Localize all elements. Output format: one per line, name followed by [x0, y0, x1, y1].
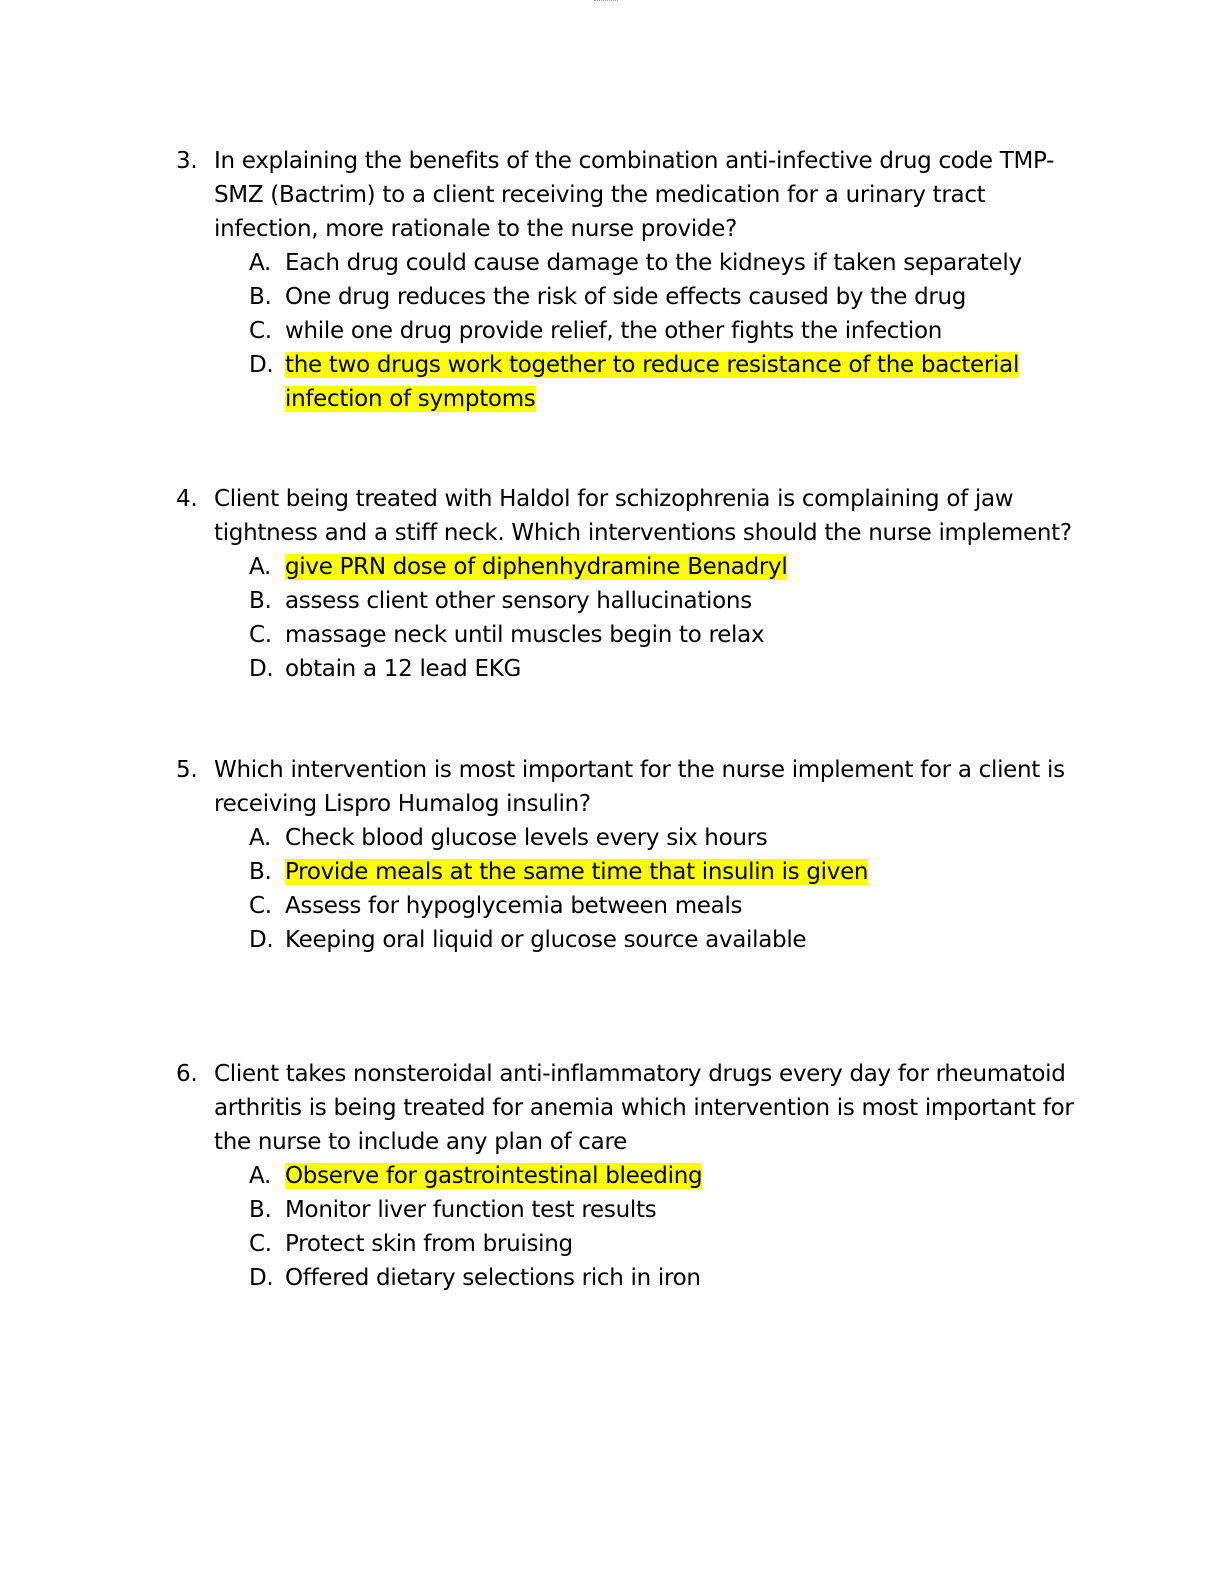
option-a	[176, 550, 1076, 584]
option-text: Provide meals at the same time that insulin is given	[285, 859, 869, 885]
option-letter: C.	[249, 893, 272, 919]
question-text: Client takes nonsteroidal anti-inflammatory drugs every day for rheumatoid arthritis is being treated for anemia which intervention is most important for the nurse to include any plan of care	[214, 1061, 1074, 1155]
option-text: Assess for hypoglycemia between meals	[285, 893, 743, 919]
option-c	[176, 618, 1076, 652]
option-d	[176, 652, 1076, 686]
option-d	[176, 923, 1076, 957]
option-c	[176, 1227, 1076, 1261]
option-a	[176, 821, 1076, 855]
option-letter: D.	[249, 927, 274, 953]
option-text: Offered dietary selections rich in iron	[285, 1265, 701, 1291]
option-text: Monitor liver function test results	[285, 1197, 657, 1223]
option-d	[176, 1261, 1076, 1295]
option-text: Keeping oral liquid or glucose source available	[285, 927, 807, 953]
option-text: Protect skin from bruising	[285, 1231, 573, 1257]
option-letter: D.	[249, 656, 274, 682]
option-letter: C.	[249, 1231, 272, 1257]
option-text: One drug reduces the risk of side effects caused by the drug	[285, 284, 967, 310]
question-number: 6.	[176, 1061, 198, 1087]
question-6	[176, 1057, 1076, 1295]
option-text: while one drug provide relief, the other fights the infection	[285, 318, 943, 344]
option-text: assess client other sensory hallucinations	[285, 588, 752, 614]
option-letter: A.	[249, 250, 272, 276]
question-text: In explaining the benefits of the combination anti-infective drug code TMP-SMZ (Bactrim) to a client receiving the medication for a urinary tract infection, more rationale to the nurse provide?	[214, 148, 1055, 242]
question-text: Client being treated with Haldol for schizophrenia is complaining of jaw tightness and a stiff neck. Which interventions should the nurse implement?	[214, 486, 1072, 546]
option-letter: A.	[249, 825, 272, 851]
option-b	[176, 1193, 1076, 1227]
option-b	[176, 584, 1076, 618]
option-letter: B.	[249, 284, 272, 310]
option-a	[176, 1159, 1076, 1193]
option-letter: B.	[249, 859, 272, 885]
option-letter: A.	[249, 1163, 272, 1189]
answer-options	[176, 550, 1076, 686]
answer-options	[176, 246, 1076, 416]
option-letter: A.	[249, 554, 272, 580]
option-c	[176, 314, 1076, 348]
option-b	[176, 280, 1076, 314]
option-c	[176, 889, 1076, 923]
option-letter: D.	[249, 1265, 274, 1291]
option-text: obtain a 12 lead EKG	[285, 656, 522, 682]
option-text: Observe for gastrointestinal bleeding	[285, 1163, 703, 1189]
question-5	[176, 753, 1076, 957]
option-text: give PRN dose of diphenhydramine Benadryl	[285, 554, 788, 580]
option-letter: B.	[249, 588, 272, 614]
answer-options	[176, 821, 1076, 957]
question-number: 5.	[176, 757, 198, 783]
page-header-mark	[594, 0, 618, 3]
question-number: 4.	[176, 486, 198, 512]
option-text: massage neck until muscles begin to relax	[285, 622, 765, 648]
option-letter: D.	[249, 352, 274, 378]
option-letter: C.	[249, 318, 272, 344]
option-letter: C.	[249, 622, 272, 648]
option-letter: B.	[249, 1197, 272, 1223]
question-4	[176, 482, 1076, 686]
option-b	[176, 855, 1076, 889]
option-text: Check blood glucose levels every six hours	[285, 825, 768, 851]
question-3	[176, 144, 1076, 416]
option-text: Each drug could cause damage to the kidneys if taken separately	[285, 250, 1022, 276]
option-text: the two drugs work together to reduce resistance of the bacterial infection of symptoms	[285, 352, 1020, 412]
question-text: Which intervention is most important for the nurse implement for a client is receiving Lispro Humalog insulin?	[214, 757, 1065, 817]
option-a	[176, 246, 1076, 280]
question-number: 3.	[176, 148, 198, 174]
answer-options	[176, 1159, 1076, 1295]
option-d	[176, 348, 1076, 416]
